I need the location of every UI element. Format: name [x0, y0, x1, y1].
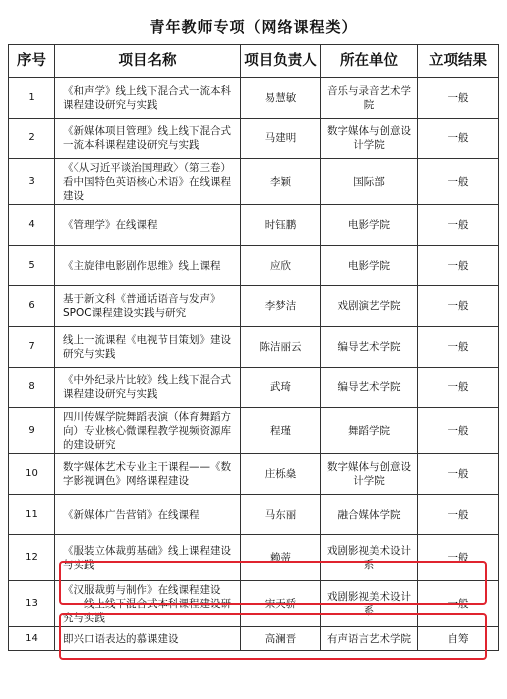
table-row	[9, 245, 499, 286]
row-result: 一般	[418, 454, 499, 495]
row-project-name: 《汉服裁剪与制作》在线课程建设 ——线上线下混合式本科课程建设研究与实践	[55, 581, 241, 627]
row-number: 12	[9, 535, 55, 581]
row-leader: 应欣	[241, 245, 321, 286]
table-row	[9, 367, 499, 408]
table-row	[9, 408, 499, 454]
row-result: 一般	[418, 581, 499, 627]
row-number: 11	[9, 494, 55, 535]
row-result: 一般	[418, 494, 499, 535]
table-row-highlighted	[9, 581, 499, 627]
row-unit: 数字媒体与创意设计学院	[321, 118, 418, 159]
row-result: 自筹	[418, 627, 499, 651]
row-result: 一般	[418, 118, 499, 159]
row-project-name: 《新媒体项目管理》线上线下混合式一流本科课程建设研究与实践	[55, 118, 241, 159]
row-leader: 李颖	[241, 159, 321, 205]
row-unit: 戏剧影视美术设计系	[321, 535, 418, 581]
row-project-name: 即兴口语表达的慕课建设	[55, 627, 241, 651]
row-leader: 程瑾	[241, 408, 321, 454]
project-table	[8, 44, 499, 651]
row-result: 一般	[418, 205, 499, 246]
row-number: 1	[9, 78, 55, 119]
row-unit: 电影学院	[321, 205, 418, 246]
row-project-name: 《〈从习近平谈治国理政〉（第三卷）看中国特色英语核心术语》在线课程建设	[55, 159, 241, 205]
row-result: 一般	[418, 535, 499, 581]
table-row	[9, 205, 499, 246]
row-unit: 戏剧影视美术设计系	[321, 581, 418, 627]
row-leader: 马东丽	[241, 494, 321, 535]
row-unit: 融合媒体学院	[321, 494, 418, 535]
row-result: 一般	[418, 159, 499, 205]
row-project-name: 《服装立体裁剪基础》线上课程建设与实践	[55, 535, 241, 581]
row-project-name: 《管理学》在线课程	[55, 205, 241, 246]
row-number: 7	[9, 326, 55, 367]
row-leader: 赖蒂	[241, 535, 321, 581]
row-result: 一般	[418, 326, 499, 367]
row-leader: 李梦洁	[241, 286, 321, 327]
table-row	[9, 326, 499, 367]
row-leader: 高澜晋	[241, 627, 321, 651]
row-unit: 戏剧演艺学院	[321, 286, 418, 327]
row-number: 3	[9, 159, 55, 205]
row-number: 2	[9, 118, 55, 159]
row-result: 一般	[418, 286, 499, 327]
row-unit: 电影学院	[321, 245, 418, 286]
row-result: 一般	[418, 78, 499, 119]
row-result: 一般	[418, 367, 499, 408]
row-project-name: 基于新文科《普通话语音与发声》SPOC课程建设实践与研究	[55, 286, 241, 327]
row-leader: 武琦	[241, 367, 321, 408]
row-leader: 庄栎燊	[241, 454, 321, 495]
table-header-row	[9, 45, 499, 78]
table-row-highlighted	[9, 535, 499, 581]
row-unit: 舞蹈学院	[321, 408, 418, 454]
header-number: 序号	[9, 45, 55, 78]
row-unit: 数字媒体与创意设计学院	[321, 454, 418, 495]
table-row	[9, 78, 499, 119]
row-project-name: 《中外纪录片比较》线上线下混合式课程建设研究与实践	[55, 367, 241, 408]
page-title: 青年教师专项（网络课程类）	[149, 18, 358, 36]
row-unit: 有声语言艺术学院	[321, 627, 418, 651]
row-unit: 音乐与录音艺术学院	[321, 78, 418, 119]
table-row	[9, 159, 499, 205]
row-project-name: 《主旋律电影剧作思维》线上课程	[55, 245, 241, 286]
row-number: 9	[9, 408, 55, 454]
header-unit: 所在单位	[321, 45, 418, 78]
row-unit: 国际部	[321, 159, 418, 205]
row-leader: 陈洁丽云	[241, 326, 321, 367]
row-number: 5	[9, 245, 55, 286]
row-project-name: 《和声学》线上线下混合式一流本科课程建设研究与实践	[55, 78, 241, 119]
header-result: 立项结果	[418, 45, 499, 78]
row-number: 8	[9, 367, 55, 408]
header-project-name: 项目名称	[55, 45, 241, 78]
row-result: 一般	[418, 408, 499, 454]
table-row	[9, 118, 499, 159]
row-number: 10	[9, 454, 55, 495]
row-number: 14	[9, 627, 55, 651]
row-leader: 宋天骄	[241, 581, 321, 627]
table-row	[9, 454, 499, 495]
header-leader: 项目负责人	[241, 45, 321, 78]
row-number: 4	[9, 205, 55, 246]
row-project-name: 《新媒体广告营销》在线课程	[55, 494, 241, 535]
row-leader: 时钰鹏	[241, 205, 321, 246]
row-number: 6	[9, 286, 55, 327]
row-leader: 马建明	[241, 118, 321, 159]
table-row	[9, 494, 499, 535]
row-leader: 易慧敏	[241, 78, 321, 119]
row-project-name: 数字媒体艺术专业主干课程——《数字影视调色》网络课程建设	[55, 454, 241, 495]
row-number: 13	[9, 581, 55, 627]
row-project-name: 线上一流课程《电视节目策划》建设研究与实践	[55, 326, 241, 367]
table-row	[9, 627, 499, 651]
row-unit: 编导艺术学院	[321, 367, 418, 408]
row-project-name: 四川传媒学院舞蹈表演（体育舞蹈方向）专业核心微课程教学视频资源库的建设研究	[55, 408, 241, 454]
row-unit: 编导艺术学院	[321, 326, 418, 367]
table-row	[9, 286, 499, 327]
row-result: 一般	[418, 245, 499, 286]
